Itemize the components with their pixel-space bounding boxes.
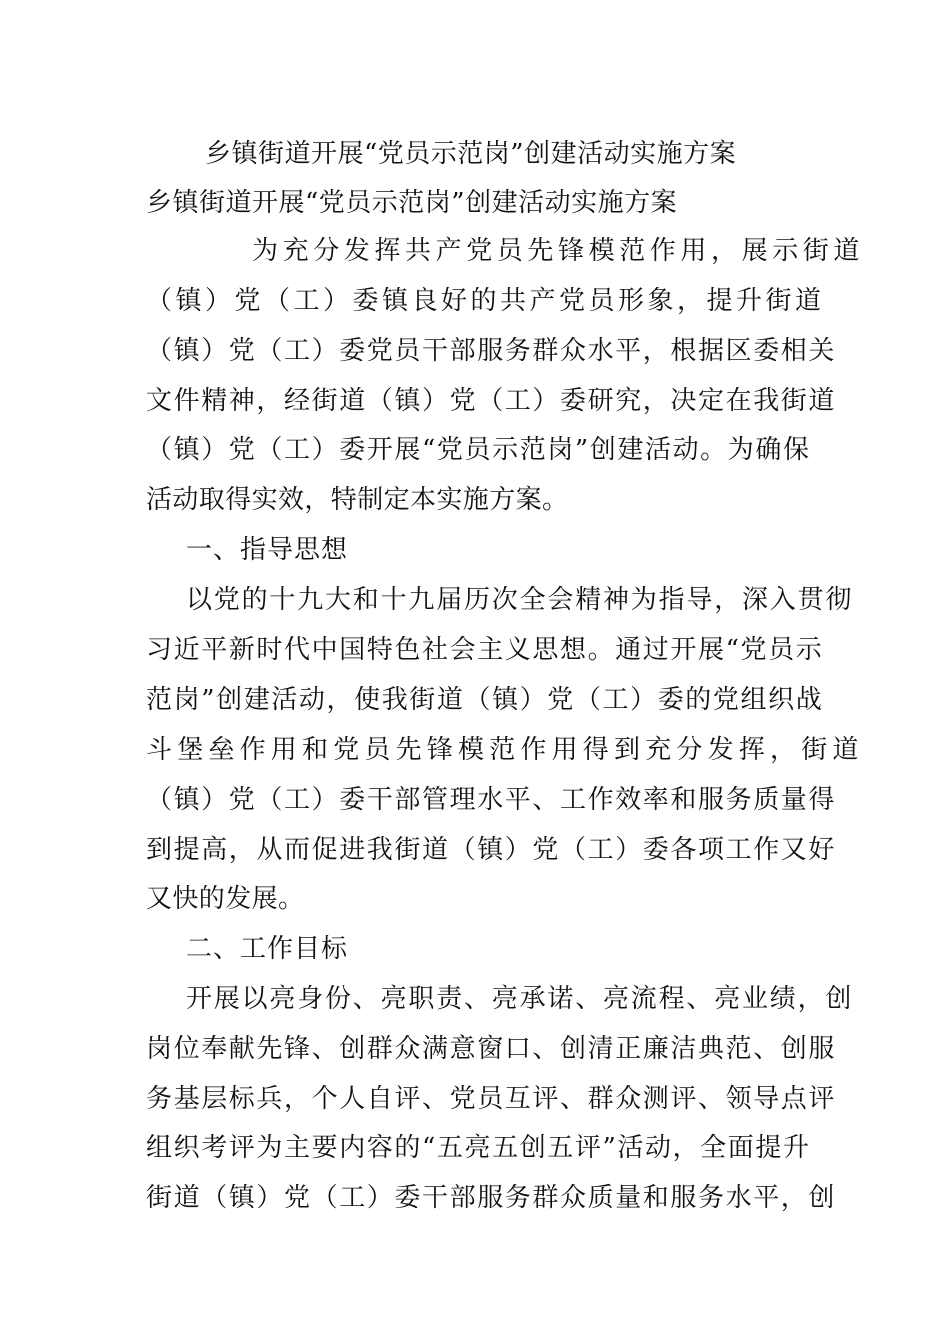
document-title: 乡镇街道开展“党员示范岗”创建活动实施方案 (205, 139, 737, 169)
section1-line: 斗堡垒作用和党员先锋模范作用得到充分发挥，街道 (146, 735, 864, 765)
section-heading-guiding-ideology: 一、指导思想 (186, 535, 349, 565)
section1-line: 范岗”创建活动，使我街道（镇）党（工）委的党组织战 (146, 685, 824, 715)
intro-line: 为充分发挥共产党员先锋模范作用，展示街道 (252, 236, 865, 266)
intro-line: 文件精神，经街道（镇）党（工）委研究，决定在我街道 (146, 386, 837, 416)
section1-line: 习近平新时代中国特色社会主义思想。通过开展“党员示 (146, 635, 824, 665)
document-subtitle: 乡镇街道开展“党员示范岗”创建活动实施方案 (146, 188, 678, 218)
section1-line: （镇）党（工）委干部管理水平、工作效率和服务质量得 (146, 785, 837, 815)
intro-line: 活动取得实效，特制定本实施方案。 (146, 485, 569, 515)
section2-line: 务基层标兵，个人自评、党员互评、群众测评、领导点评 (146, 1084, 837, 1114)
section1-line: 以党的十九大和十九届历次全会精神为指导，深入贯彻 (186, 585, 854, 615)
section-heading-work-goals: 二、工作目标 (186, 934, 349, 964)
intro-line: （镇）党（工）委党员干部服务群众水平，根据区委相关 (146, 336, 837, 366)
section2-line: 岗位奉献先锋、创群众满意窗口、创清正廉洁典范、创服 (146, 1034, 837, 1064)
intro-line: （镇）党（工）委镇良好的共产党员形象，提升街道 (146, 286, 825, 316)
section1-line: 又快的发展。 (146, 884, 305, 914)
section2-line: 组织考评为主要内容的“五亮五创五评”活动，全面提升 (146, 1133, 811, 1163)
section2-line: 街道（镇）党（工）委干部服务群众质量和服务水平，创 (146, 1183, 837, 1213)
section2-line: 开展以亮身份、亮职责、亮承诺、亮流程、亮业绩，创 (186, 984, 854, 1014)
section1-line: 到提高，从而促进我街道（镇）党（工）委各项工作又好 (146, 835, 837, 865)
intro-line: （镇）党（工）委开展“党员示范岗”创建活动。为确保 (146, 435, 811, 465)
